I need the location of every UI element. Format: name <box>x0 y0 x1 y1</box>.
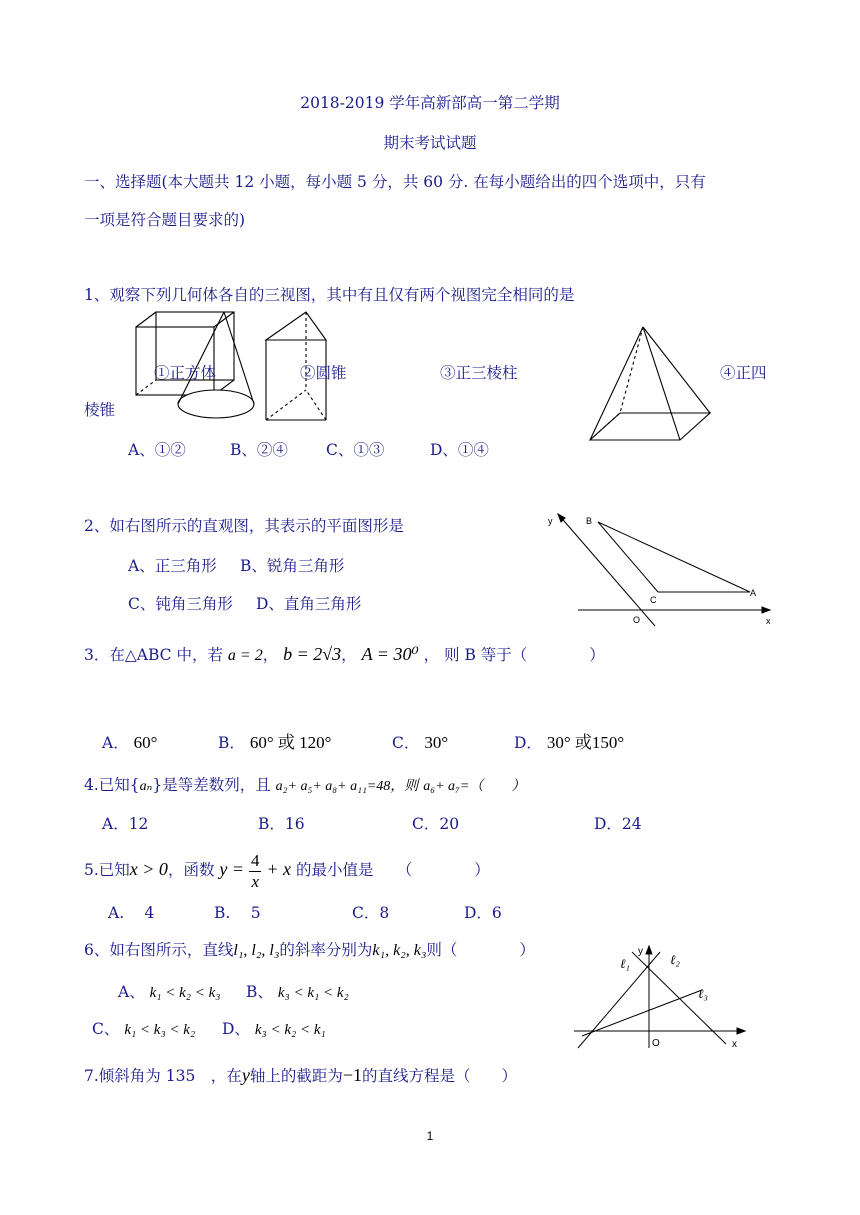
q1-pyramid-figure <box>585 325 715 445</box>
q7-stem: 7.倾斜角为 135 ，在y轴上的截距为−1的直线方程是（ ） <box>84 1065 517 1085</box>
q6-fig-l1-label: ℓ₁ <box>620 956 630 971</box>
page-title-line2: 期末考试试题 <box>383 134 477 152</box>
q6-lines-figure <box>570 940 750 1052</box>
q1-label-prism: ③正三棱柱 <box>440 364 518 382</box>
q4-option-b: B．16 <box>258 815 305 833</box>
section-intro-line1: 一、选择题(本大题共 12 小题，每小题 5 分，共 60 分. 在每小题给出的四个选项中，只有 <box>84 173 706 191</box>
q1-stem: 1、观察下列几何体各自的三视图，其中有且仅有两个视图完全相同的是 <box>84 286 575 304</box>
q1-label-cube: ①正方体 <box>154 364 217 382</box>
q1-option-c: C、①③ <box>326 441 385 459</box>
q5-option-a: A. 4 <box>108 904 155 922</box>
q6-option-c: C、 k₁ < k₃ < k₂ <box>92 1020 196 1038</box>
q6-fig-l2-label: ℓ₂ <box>670 952 680 967</box>
q6-fig-y-label: y <box>638 946 643 957</box>
q5-option-d: D．6 <box>464 904 502 922</box>
q2-fig-c-label: C <box>650 595 657 605</box>
q5-option-c: C．8 <box>352 904 390 922</box>
q3-a-value: a = 2 <box>227 647 263 664</box>
q6-stem: 6、如右图所示，直线l₁, l₂, l₃的斜率分别为k₁, k₂, k₃则（ ） <box>84 941 535 959</box>
q1-label-cone: ②圆锥 <box>300 364 347 382</box>
q1-option-d: D、①④ <box>430 441 489 459</box>
q5-stem: 5.已知x > 0，函数 y = $\frac{4}{x}$ + x 的最小值是 （ ） <box>84 850 490 891</box>
q1-label-pyramid: ④正四 <box>720 364 767 382</box>
q3-stem: 3．在△ABC 中，若 a = 2， b = 2√3， A = 30⁰ ， 则 B 等于（ ） <box>84 644 605 664</box>
q3-option-a: A． 60° <box>102 733 158 752</box>
page-title-line1: 2018-2019 学年高新部高一第二学期 <box>300 94 560 112</box>
q1-option-b: B、②④ <box>230 441 288 459</box>
q3-stem-pre: 3．在△ABC 中，若 <box>84 646 223 664</box>
q2-fig-x-label: x <box>766 616 771 626</box>
q2-fig-o-label: O <box>633 615 641 625</box>
q3-stem-post: ， 则 B 等于（ ） <box>423 646 605 664</box>
q2-fig-y-label: y <box>548 516 553 526</box>
q1-label-pyramid-cont: 棱锥 <box>84 401 116 419</box>
q3-option-b: B． 60° 或 120° <box>218 733 332 752</box>
q6-option-a: A、 k₁ < k₂ < k₃ <box>118 983 221 1001</box>
q2-stem: 2、如右图所示的直观图，其表示的平面图形是 <box>84 517 404 535</box>
q2-option-c: C、钝角三角形 <box>128 595 233 613</box>
q3-option-c: C． 30° <box>392 733 449 752</box>
q6-option-b: B、 k₃ < k₁ < k₂ <box>246 983 349 1001</box>
page-number: 1 <box>426 1129 434 1143</box>
q4-option-a: A．12 <box>102 815 149 833</box>
q4-option-c: C．20 <box>412 815 460 833</box>
q3-option-d: D． 30° 或150° <box>514 733 625 752</box>
q3-angle-a-value: A = 30⁰ <box>361 644 419 664</box>
q6-fig-x-label: x <box>732 1039 737 1050</box>
q1-option-a: A、①② <box>128 441 186 459</box>
q4-option-d: D．24 <box>594 815 642 833</box>
q4-stem: 4.已知{aₙ}是等差数列，且 a₂+ a₅+ a₈+ a₁₁=48，则 a₆+ a₇=（ ） <box>84 776 526 794</box>
q2-option-a: A、正三角形 <box>128 557 217 575</box>
q2-option-b: B、锐角三角形 <box>240 557 345 575</box>
q6-fig-o-label: O <box>652 1038 660 1049</box>
q2-oblique-figure <box>540 508 780 633</box>
q2-fig-a-label: A <box>750 588 757 598</box>
section-intro-line2: 一项是符合题目要求的) <box>84 211 246 229</box>
q6-fig-l3-label: ℓ₃ <box>698 986 708 1001</box>
q2-fig-b-label: B <box>586 516 593 526</box>
q2-option-d: D、直角三角形 <box>256 595 362 613</box>
q3-b-value: b = 2√3 <box>283 644 342 664</box>
q5-option-b: B. 5 <box>214 904 261 922</box>
q6-option-d: D、 k₃ < k₂ < k₁ <box>222 1020 326 1038</box>
